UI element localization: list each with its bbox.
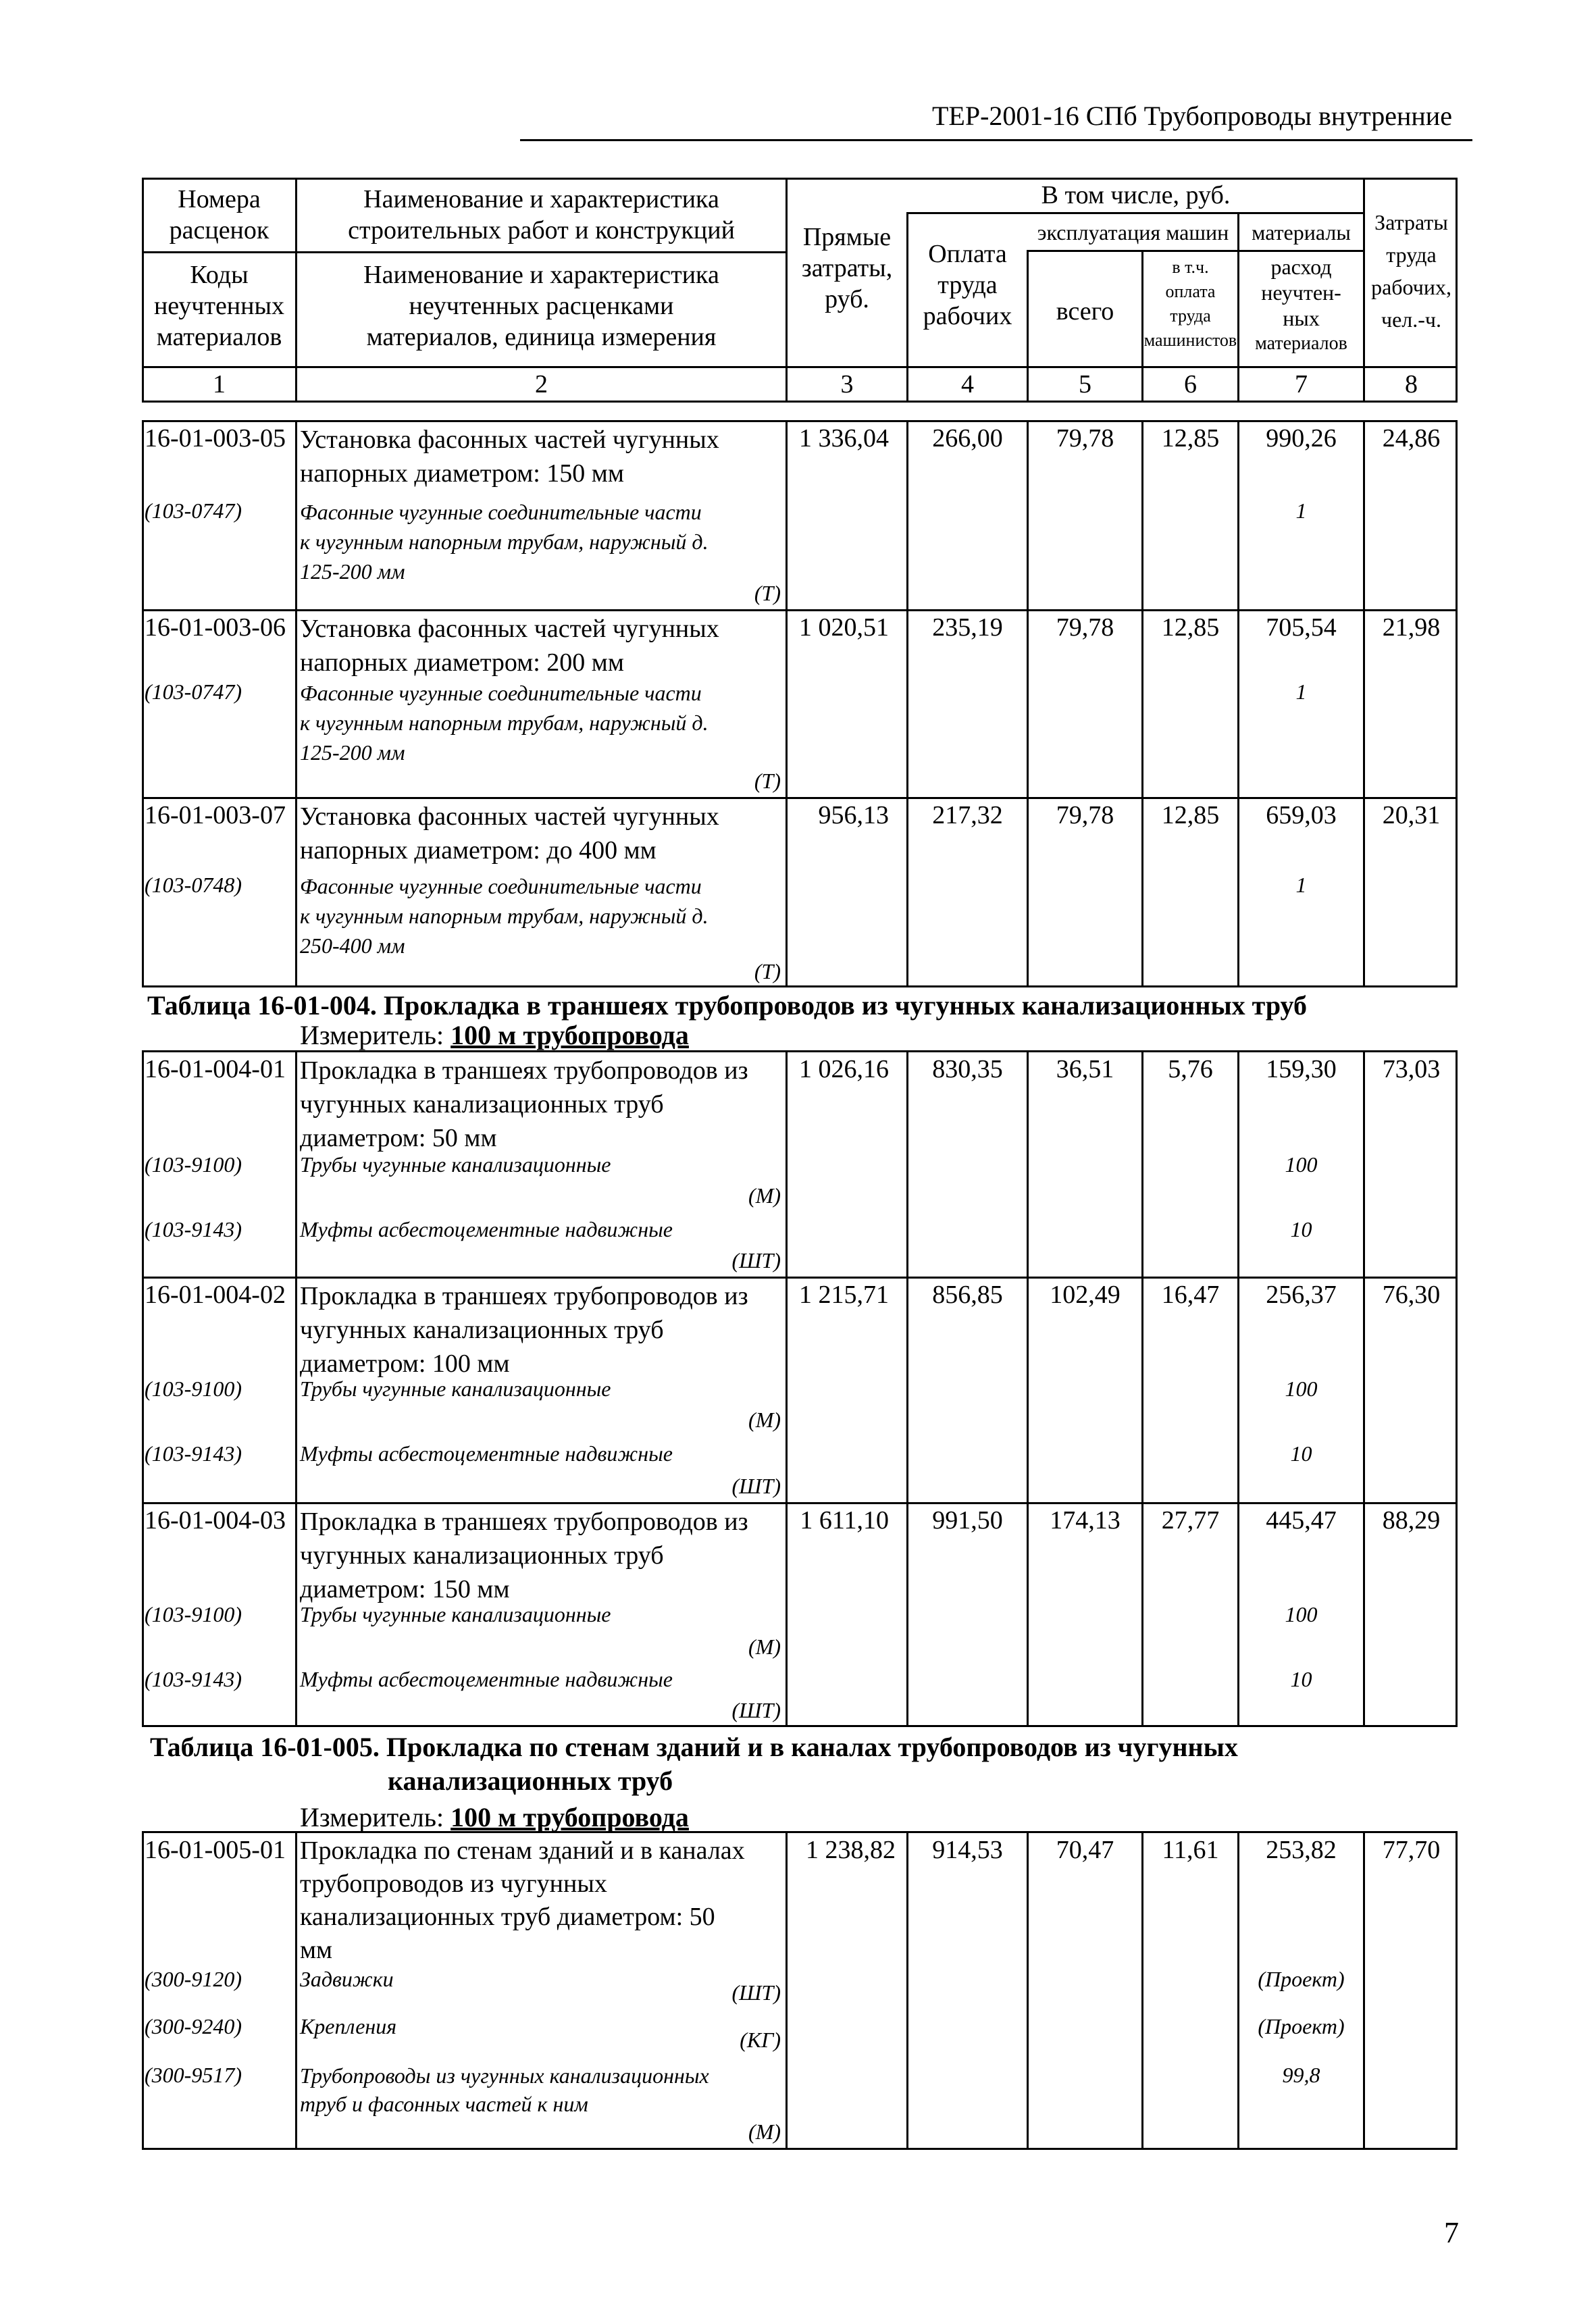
col-divider bbox=[906, 1831, 908, 2150]
header-divider bbox=[1027, 250, 1363, 252]
work-name: Прокладка в траншеях трубопроводов из чугунных канализационных труб диаметром: 100 мм bbox=[300, 1282, 748, 1378]
materials-cost: 253,82 bbox=[1266, 1836, 1337, 1864]
meter-label: Измеритель: bbox=[300, 1802, 444, 1832]
material-name: Трубы чугунные канализационные bbox=[300, 1602, 611, 1626]
col-divider bbox=[906, 420, 908, 987]
work-name: Прокладка по стенам зданий и в каналах трубопроводов из чугунных канализационных труб диаметром: 50 мм bbox=[300, 1836, 745, 1964]
labor-cost: 266,00 bbox=[932, 424, 1003, 453]
col-divider bbox=[786, 1050, 788, 1727]
header-col7: расход неучтен- ных материалов bbox=[1255, 255, 1347, 354]
col-divider bbox=[1141, 1831, 1143, 2150]
col-divider bbox=[295, 1050, 297, 1727]
material-unit: (ШТ) bbox=[731, 1474, 781, 1498]
col-divider bbox=[1141, 1050, 1143, 1727]
rate-code: 16-01-004-02 bbox=[145, 1281, 286, 1309]
header-divider bbox=[906, 212, 1363, 214]
col-divider bbox=[1027, 1050, 1029, 1727]
machinists-cost: 11,61 bbox=[1162, 1836, 1219, 1864]
material-qty: 100 bbox=[1285, 1377, 1318, 1401]
header-col2-bottom: Наименование и характеристика неучтенных расценками материалов, единица измерения bbox=[363, 261, 719, 351]
labor-cost: 217,32 bbox=[932, 801, 1003, 829]
table-004-meter bbox=[300, 1020, 689, 1051]
labor-hours: 76,30 bbox=[1382, 1281, 1441, 1309]
materials-cost: 445,47 bbox=[1266, 1506, 1337, 1535]
header-group: В том числе, руб. bbox=[1041, 181, 1231, 209]
material-unit: (М) bbox=[748, 1183, 781, 1208]
material-name: Трубы чугунные канализационные bbox=[300, 1377, 611, 1401]
machines-cost: 174,13 bbox=[1050, 1506, 1121, 1535]
labor-hours: 88,29 bbox=[1382, 1506, 1441, 1535]
machinists-cost: 12,85 bbox=[1161, 613, 1220, 642]
direct-cost: 1 238,82 bbox=[806, 1836, 896, 1864]
material-qty: (Проект) bbox=[1258, 1967, 1345, 1991]
header-num-5: 5 bbox=[1079, 370, 1091, 398]
direct-cost: 1 336,04 bbox=[799, 424, 889, 453]
direct-cost: 1 026,16 bbox=[799, 1055, 889, 1083]
meter-value: 100 м трубопровода bbox=[451, 1802, 689, 1832]
material-code: (103-9100) bbox=[145, 1152, 242, 1177]
col-divider bbox=[1363, 420, 1365, 987]
header-num-7: 7 bbox=[1295, 370, 1308, 398]
row-divider bbox=[142, 1277, 1458, 1279]
machines-cost: 36,51 bbox=[1056, 1055, 1114, 1083]
material-qty: 1 bbox=[1295, 873, 1307, 897]
labor-hours: 20,31 bbox=[1382, 801, 1441, 829]
material-name: Трубы чугунные канализационные bbox=[300, 1152, 611, 1177]
direct-cost: 1 020,51 bbox=[799, 613, 889, 642]
materials-cost: 705,54 bbox=[1266, 613, 1337, 642]
material-unit: (М) bbox=[748, 1635, 781, 1659]
col-divider bbox=[1363, 1050, 1365, 1727]
materials-cost: 659,03 bbox=[1266, 801, 1337, 829]
direct-cost: 1 611,10 bbox=[800, 1506, 889, 1535]
material-unit: (Т) bbox=[754, 959, 781, 983]
material-code: (103-9100) bbox=[145, 1602, 242, 1626]
machinists-cost: 12,85 bbox=[1161, 424, 1220, 453]
work-name: Установка фасонных частей чугунных напорных диаметром: 150 мм bbox=[300, 426, 719, 488]
material-code: (103-9100) bbox=[145, 1377, 242, 1401]
material-qty: 10 bbox=[1290, 1441, 1312, 1466]
material-name: Фасонные чугунные соединительные части к чугунным напорным трубам, наружный д. 125-200 мм bbox=[300, 500, 709, 584]
header-col1-bottom: Коды неучтенных материалов bbox=[153, 261, 285, 351]
material-unit: (М) bbox=[748, 2119, 781, 2144]
material-code: (103-9143) bbox=[145, 1667, 242, 1691]
material-name: Задвижки bbox=[300, 1967, 394, 1991]
material-code: (103-9143) bbox=[145, 1217, 242, 1241]
material-code: (300-9517) bbox=[145, 2063, 242, 2087]
material-unit: (М) bbox=[748, 1408, 781, 1432]
material-name: Муфты асбестоцементные надвижные bbox=[300, 1667, 673, 1691]
rate-code: 16-01-004-03 bbox=[145, 1506, 286, 1535]
header-num-1: 1 bbox=[213, 370, 226, 398]
machinists-cost: 16,47 bbox=[1161, 1281, 1220, 1309]
table-005-title: Таблица 16-01-005. Прокладка по стенам зданий и в каналах трубопроводов из чугунных канализационных труб bbox=[150, 1732, 1238, 1796]
machines-cost: 79,78 bbox=[1056, 801, 1114, 829]
material-code: (300-9120) bbox=[145, 1967, 242, 1991]
header-materials: материалы bbox=[1252, 220, 1351, 245]
material-code: (103-0747) bbox=[145, 679, 242, 704]
material-qty: 99,8 bbox=[1282, 2063, 1320, 2087]
header-col3: Прямые затраты, руб. bbox=[801, 223, 893, 313]
header-num-3: 3 bbox=[840, 370, 854, 398]
col-divider bbox=[786, 420, 788, 987]
meter-label: Измеритель: bbox=[300, 1020, 444, 1050]
material-name: Крепления bbox=[300, 2014, 397, 2038]
labor-cost: 914,53 bbox=[932, 1836, 1003, 1864]
rate-code: 16-01-004-01 bbox=[145, 1055, 286, 1083]
material-qty: 1 bbox=[1295, 498, 1307, 523]
material-unit: (КГ) bbox=[740, 2028, 781, 2052]
direct-cost: 1 215,71 bbox=[799, 1281, 889, 1309]
labor-cost: 856,85 bbox=[932, 1281, 1003, 1309]
col-divider bbox=[1141, 420, 1143, 987]
table-005-meter bbox=[300, 1802, 689, 1833]
header-machines: эксплуатация машин bbox=[1037, 220, 1229, 245]
material-name: Трубопроводы из чугунных канализационных труб и фасонных частей к ним bbox=[300, 2063, 709, 2116]
row-divider bbox=[142, 797, 1458, 799]
labor-cost: 991,50 bbox=[932, 1506, 1003, 1535]
header-col5: всего bbox=[1056, 297, 1114, 326]
material-qty: 1 bbox=[1295, 679, 1307, 704]
material-code: (103-9143) bbox=[145, 1441, 242, 1466]
col-divider bbox=[1027, 420, 1029, 987]
row-divider bbox=[142, 609, 1458, 611]
table-004-title: Таблица 16-01-004. Прокладка в траншеях трубопроводов из чугунных канализационных труб bbox=[147, 990, 1308, 1021]
material-name: Фасонные чугунные соединительные части к чугунным напорным трубам, наружный д. 125-200 мм bbox=[300, 681, 709, 765]
material-qty: (Проект) bbox=[1258, 2014, 1345, 2038]
header-divider bbox=[142, 251, 297, 253]
machines-cost: 70,47 bbox=[1056, 1836, 1114, 1864]
material-code: (103-0747) bbox=[145, 498, 242, 523]
labor-hours: 21,98 bbox=[1382, 613, 1441, 642]
machinists-cost: 5,76 bbox=[1168, 1055, 1213, 1083]
material-code: (300-9240) bbox=[145, 2014, 242, 2038]
document-header-title: ТЕР-2001-16 СПб Трубопроводы внутренние bbox=[932, 101, 1452, 131]
labor-hours: 77,70 bbox=[1382, 1836, 1441, 1864]
direct-cost: 956,13 bbox=[818, 801, 889, 829]
header-col1-top: Номера расценок bbox=[169, 185, 269, 245]
material-unit: (ШТ) bbox=[731, 1698, 781, 1722]
material-qty: 100 bbox=[1285, 1602, 1318, 1626]
material-code: (103-0748) bbox=[145, 873, 242, 897]
labor-hours: 73,03 bbox=[1382, 1055, 1441, 1083]
machines-cost: 79,78 bbox=[1056, 424, 1114, 453]
material-unit: (Т) bbox=[754, 769, 781, 793]
labor-cost: 830,35 bbox=[932, 1055, 1003, 1083]
machines-cost: 79,78 bbox=[1056, 613, 1114, 642]
header-num-4: 4 bbox=[961, 370, 974, 398]
header-rule bbox=[520, 139, 1472, 141]
rate-code: 16-01-003-06 bbox=[145, 613, 286, 642]
material-name: Муфты асбестоцементные надвижные bbox=[300, 1217, 673, 1241]
machinists-cost: 12,85 bbox=[1161, 801, 1220, 829]
machines-cost: 102,49 bbox=[1050, 1281, 1121, 1309]
material-qty: 10 bbox=[1290, 1217, 1312, 1241]
col-divider bbox=[1027, 1831, 1029, 2150]
machinists-cost: 27,77 bbox=[1161, 1506, 1220, 1535]
labor-cost: 235,19 bbox=[932, 613, 1003, 642]
material-unit: (Т) bbox=[754, 581, 781, 605]
meter-value: 100 м трубопровода bbox=[451, 1020, 689, 1050]
col-divider bbox=[786, 1831, 788, 2150]
labor-hours: 24,86 bbox=[1382, 424, 1441, 453]
header-col6: в т.ч. оплата труда машинистов bbox=[1143, 257, 1237, 350]
header-num-8: 8 bbox=[1405, 370, 1418, 398]
material-qty: 10 bbox=[1290, 1667, 1312, 1691]
header-divider bbox=[295, 251, 786, 253]
page-number: 7 bbox=[1444, 2216, 1459, 2249]
header-col8: Затраты труда рабочих, чел.-ч. bbox=[1371, 210, 1451, 332]
material-qty: 100 bbox=[1285, 1152, 1318, 1177]
col-divider bbox=[906, 1050, 908, 1727]
col-divider bbox=[295, 420, 297, 987]
materials-cost: 990,26 bbox=[1266, 424, 1337, 453]
header-num-6: 6 bbox=[1184, 370, 1197, 398]
col-divider bbox=[1363, 1831, 1365, 2150]
material-name: Фасонные чугунные соединительные части к чугунным напорным трубам, наружный д. 250-400 мм bbox=[300, 874, 709, 958]
header-num-2: 2 bbox=[535, 370, 548, 398]
work-name: Прокладка в траншеях трубопроводов из чугунных канализационных труб диаметром: 150 мм bbox=[300, 1508, 748, 1603]
material-unit: (ШТ) bbox=[731, 1248, 781, 1272]
material-unit: (ШТ) bbox=[731, 1980, 781, 2005]
header-col2-top: Наименование и характеристика строительных работ и конструкций bbox=[348, 185, 735, 245]
material-name: Муфты асбестоцементные надвижные bbox=[300, 1441, 673, 1466]
work-name: Установка фасонных частей чугунных напорных диаметром: до 400 мм bbox=[300, 802, 719, 865]
header-divider bbox=[142, 366, 1458, 368]
row-divider bbox=[142, 1502, 1458, 1504]
work-name: Прокладка в траншеях трубопроводов из чугунных канализационных труб диаметром: 50 мм bbox=[300, 1056, 748, 1152]
rate-code: 16-01-003-05 bbox=[145, 424, 286, 453]
materials-cost: 159,30 bbox=[1266, 1055, 1337, 1083]
header-col4: Оплата труда рабочих bbox=[923, 240, 1012, 330]
work-name: Установка фасонных частей чугунных напорных диаметром: 200 мм bbox=[300, 615, 719, 677]
rate-code: 16-01-005-01 bbox=[145, 1836, 286, 1864]
materials-cost: 256,37 bbox=[1266, 1281, 1337, 1309]
rate-code: 16-01-003-07 bbox=[145, 801, 286, 829]
